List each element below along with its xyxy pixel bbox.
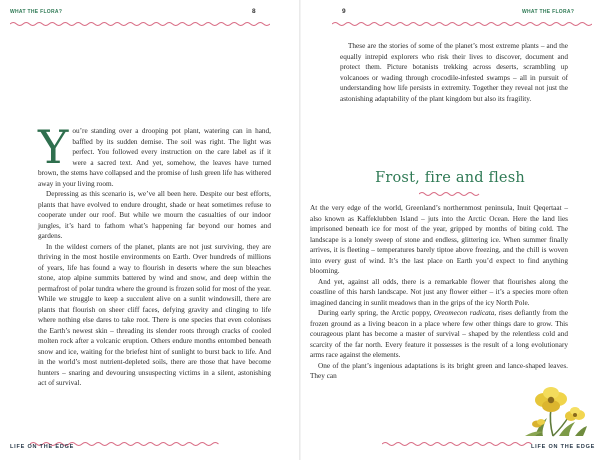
running-head-left: WHAT THE FLORA?: [10, 9, 63, 15]
species-name: Oreomecon radicata: [433, 309, 495, 317]
page-number-left: 8: [252, 8, 256, 15]
running-head-right: WHAT THE FLORA?: [522, 9, 575, 15]
paragraph: In the wildest corners of the planet, plants are not just surviving, they are thriving in the most hostile environments on Earth. Over hundreds of millions of years, life has found a way to flourish in deserts where the sun bleaches stone, atop alpine summits battered by wind and snow, and deep within the permafrost of polar tundra where the ground is frozen solid for most of the year. While we struggle to keep a succulent alive on a sunlit windowsill, there are plants that flourish on sheer cliff faces, defying gravity and clinging to life where nothing else dares to take root. There is one species that even colonises the Earth’s newest skin – threading its slender roots through cracks of cooled molten rock after a volcanic eruption. Others endure months entombed beneath snow and ice, waiting for the briefest hint of sunlight to burst back to life. And in the world’s most nutrient-depleted soils, there are those that have become hunters – snaring and devouring unsuspecting victims in a silent, astonishing act of survival.: [38, 242, 271, 387]
paragraph: And yet, against all odds, there is a remarkable flower that flourishes along the coastline of this harsh landscape. Not just any flower either – it’s a species more often imagined dancing in sunlit meadows than in the grips of the icy North Pole.: [310, 277, 568, 307]
page-number-right: 9: [342, 8, 346, 15]
bottom-wave-right: [382, 440, 532, 448]
footer-right: LIFE ON THE EDGE: [531, 444, 596, 450]
paragraph: One of the plant’s ingenious adaptations is its bright green and lance-shaped leaves. They can: [310, 361, 568, 380]
paragraph-intro: These are the stories of some of the planet’s most extreme plants – and the equally intrepid explorers who risk their lives to discover, document and protect them. Picture botanists trekking across deserts, scrambling up volcanoes or wading through crocodile-infested swamps – all in pursuit of understanding how life persists in extremity. Together they reveal not just the astonishing adaptability of the plant kingdom but also its fragility.: [340, 42, 568, 103]
arctic-poppy-illustration: [515, 378, 590, 438]
paragraph-opening: You’re standing over a drooping pot plant, watering can in hand, baffled by its sudden demise. The soil was right. The light was perfect. You followed every instruction on the care label as if it were a sacred text. And yet, somehow, the leaves have turned brown, the stems have collapsed and the promise of lush green life has withered away in your living room.: [38, 120, 271, 188]
drop-cap: Y: [38, 120, 69, 174]
top-wave-left: [10, 20, 270, 28]
top-wave-right: [332, 20, 592, 28]
right-body: [310, 203, 568, 382]
left-body: [38, 120, 271, 389]
section-title: Frost, fire and flesh: [375, 170, 525, 186]
paragraph: Depressing as this scenario is, we’ve all been here. Despite our best efforts, plants that have evolved to endure drought, shade or heat sometimes refuse to cooperate under our roof. But while we mourn the casualties of our indoor jungles, it’s hard to fathom what’s happening far beyond our homes and gardens.: [38, 190, 271, 240]
right-page: [300, 0, 600, 460]
title-wave: [419, 190, 481, 198]
intro-text: [340, 41, 568, 104]
footer-left: LIFE ON THE EDGE: [10, 444, 75, 450]
paragraph: At the very edge of the world, Greenland’s northernmost peninsula, Inuit Qeqertaat – also known as Kaffeklubben Island – juts into the Arctic Ocean. Here the land lies imprisoned beneath ice for most of the year, gripped by months of biting cold. The landscape is a lonely sweep of stone and endless, glittering ice. When summer finally arrives, it is fleeting – temperatures barely tiptoe above freezing, and the chill is woven into every gust of wind. It’s the last place on Earth you’d expect to find anything blooming.: [310, 204, 568, 275]
paragraph-poppy: During early spring, the Arctic poppy, Oreomecon radicata, rises defiantly from the frozen ground as a living beacon in a place where few other things dare to grow. This courageous plant has become a master of survival – shaped by the relentless cold and scarcity of the far north. Every feature it possesses is the result of a long evolutionary arms race against the elements.: [310, 309, 568, 359]
